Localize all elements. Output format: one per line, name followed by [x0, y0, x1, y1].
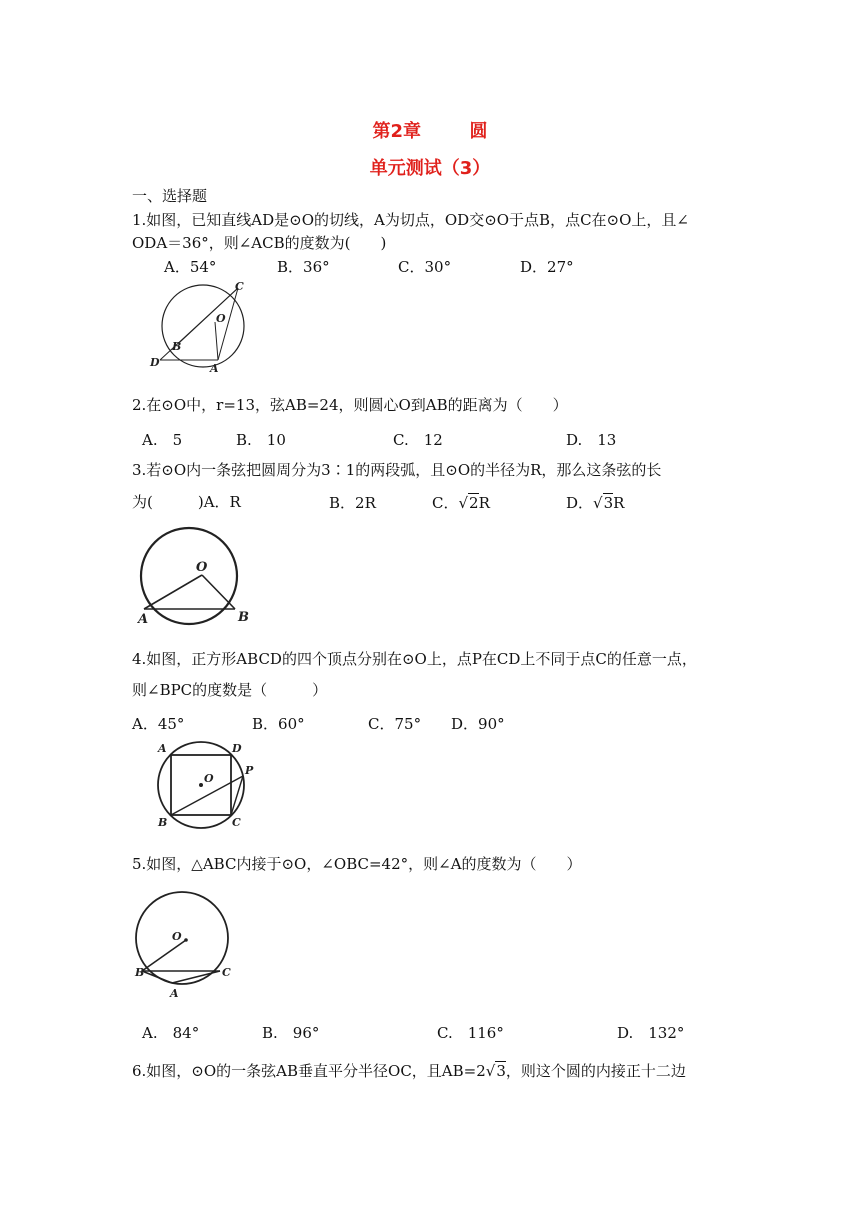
q4-text-line2: 则∠BPC的度数是（ ）	[132, 681, 328, 699]
q1-label-d: D	[150, 356, 160, 369]
q3-option-b: B．2R	[329, 494, 376, 512]
q4-label-o: O	[204, 772, 214, 785]
q1-figure	[140, 280, 260, 375]
q1-option-a: A．54°	[164, 258, 217, 276]
section-heading: 一、选择题	[132, 187, 208, 205]
q4-figure	[150, 740, 260, 835]
q3-figure	[134, 525, 266, 625]
chapter-name: 圆	[469, 121, 488, 142]
q1-text-line1: 1.如图，已知直线AD是⊙O的切线，A为切点，OD交⊙O于点B，点C在⊙O上，且∠	[132, 211, 689, 229]
q3-option-c-suffix: R	[478, 494, 490, 512]
q2-text: 2.在⊙O中，r=13，弦AB=24，则圆心O到AB的距离为（ ）	[132, 396, 568, 414]
q4-label-a: A	[158, 742, 167, 755]
q6-text	[132, 1061, 686, 1081]
q3-option-a: 为( )A．R	[132, 493, 241, 511]
q6-text-prefix: 6.如图，⊙O的一条弦AB垂直平分半径OC，且AB=2	[132, 1062, 486, 1080]
q5-option-a: A. 84°	[142, 1024, 200, 1042]
q3-option-d-suffix: R	[613, 494, 625, 512]
q1-option-c: C．30°	[398, 258, 452, 276]
q3-option-d-radicand: 3	[603, 494, 614, 512]
sqrt-symbol-icon: √	[458, 494, 469, 512]
q5-option-b: B. 96°	[262, 1024, 320, 1042]
sqrt-symbol-icon: √	[593, 494, 603, 512]
q5-figure	[134, 890, 244, 1000]
q5-label-b: B	[135, 966, 145, 979]
q5-label-c: C	[222, 966, 231, 979]
q2-option-b: B. 10	[236, 431, 286, 449]
q1-label-a: A	[210, 362, 219, 375]
q4-label-b: B	[158, 816, 168, 829]
q6-radicand: 3	[496, 1062, 506, 1080]
q2-option-c: C. 12	[393, 431, 443, 449]
sqrt-symbol-icon: √	[485, 1062, 496, 1080]
q3-label-b: B	[238, 610, 249, 625]
q4-label-c: C	[232, 816, 241, 829]
q4-option-a: A．45°	[132, 715, 185, 733]
q3-option-d-prefix: D．	[566, 494, 594, 512]
q1-option-d: D．27°	[520, 258, 574, 276]
q4-option-b: B．60°	[252, 715, 305, 733]
q4-text-line1: 4.如图，正方形ABCD的四个顶点分别在⊙O上，点P在CD上不同于点C的任意一点，	[132, 650, 697, 668]
q3-option-c	[432, 492, 490, 513]
q4-option-d: D．90°	[451, 715, 505, 733]
q4-label-d: D	[232, 742, 242, 755]
q1-label-o: O	[216, 312, 226, 325]
q4-label-p: P	[245, 764, 254, 777]
q1-label-b: B	[172, 340, 182, 353]
q3-text-line1: 3.若⊙O内一条弦把圆周分为3∶1的两段弧，且⊙O的半径为R，那么这条弦的长	[132, 461, 662, 479]
q2-option-a: A. 5	[142, 431, 183, 449]
q3-text-line2	[132, 492, 241, 512]
q5-label-a: A	[170, 987, 179, 1000]
q5-option-c: C. 116°	[437, 1024, 504, 1042]
q5-option-d: D. 132°	[617, 1024, 685, 1042]
unit-test-subtitle: 单元测试（3）	[369, 158, 491, 179]
chapter-number: 第2章	[372, 121, 421, 142]
q3-label-o: O	[196, 560, 208, 575]
q5-label-o: O	[172, 930, 182, 943]
q5-text: 5.如图，△ABC内接于⊙O，∠OBC=42°，则∠A的度数为（ ）	[132, 855, 582, 873]
q3-option-c-prefix: C．	[432, 494, 459, 512]
q2-option-d: D. 13	[566, 431, 617, 449]
q3-option-c-radicand: 2	[469, 494, 479, 512]
q4-option-c: C．75°	[368, 715, 422, 733]
q1-option-b: B．36°	[277, 258, 330, 276]
q3-label-a: A	[138, 612, 149, 627]
q6-text-suffix: ，则这个圆的内接正十二边	[505, 1062, 686, 1080]
q1-label-c: C	[235, 280, 244, 293]
q1-text-line2: ODA＝36°，则∠ACB的度数为( )	[132, 234, 387, 252]
q3-option-d	[566, 492, 624, 513]
chapter-title	[0, 117, 860, 143]
